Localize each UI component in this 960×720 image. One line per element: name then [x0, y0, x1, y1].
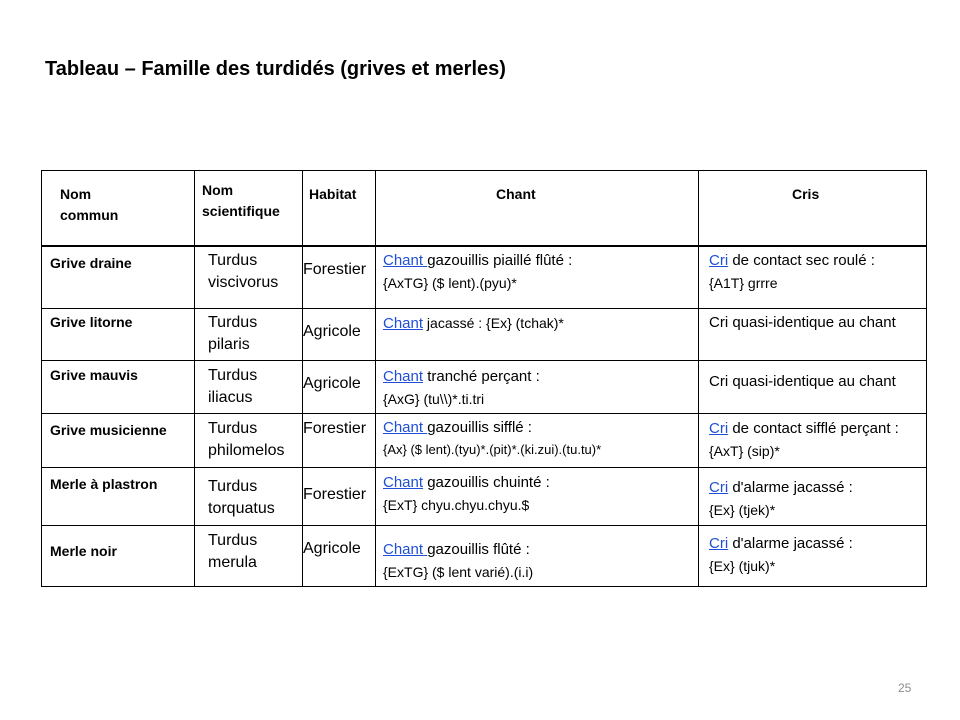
nom-scientifique-cell: Turdus viscivorus	[208, 252, 279, 291]
chant-link[interactable]: Chant	[383, 368, 424, 385]
header-nom-commun: Nom commun	[60, 186, 119, 223]
habitat-cell: Forestier	[303, 420, 367, 437]
row-divider	[42, 467, 926, 468]
cri-cell: Cri quasi-identique au chant	[709, 314, 896, 331]
cri-link[interactable]: Cri	[709, 535, 729, 552]
nom-commun-cell: Grive musicienne	[50, 422, 167, 438]
chant-cell: Chant gazouillis sifflé : {Ax} ($ lent).(tyu)*.(pit)*.(ki.zui).(tu.tu)*	[383, 419, 602, 457]
cri-cell: Cri de contact sec roulé : {A1T} grrre	[709, 252, 875, 291]
header-divider	[42, 245, 926, 247]
nom-scientifique-cell: Turdus merula	[208, 532, 258, 571]
cri-link[interactable]: Cri	[709, 252, 729, 269]
nom-commun-cell: Grive litorne	[50, 314, 133, 330]
habitat-cell: Forestier	[303, 486, 367, 503]
nom-scientifique-cell: Turdus philomelos	[208, 420, 285, 459]
habitat-cell: Agricole	[303, 375, 361, 392]
cri-cell: Cri quasi-identique au chant	[709, 373, 896, 390]
nom-commun-cell: Grive draine	[50, 255, 132, 271]
page-title: Tableau – Famille des turdidés (grives et merles)	[45, 58, 506, 80]
nom-scientifique-cell: Turdus pilaris	[208, 314, 258, 353]
nom-commun-cell: Grive mauvis	[50, 367, 138, 383]
nom-scientifique-cell: Turdus torquatus	[208, 478, 275, 517]
cri-cell: Cri d'alarme jacassé : {Ex} (tjuk)*	[709, 535, 853, 574]
column-divider	[194, 171, 195, 586]
chant-cell: Chant tranché perçant : {AxG} (tu\\)*.ti.tri	[383, 368, 540, 407]
row-divider	[42, 308, 926, 309]
row-divider	[42, 413, 926, 414]
chant-link[interactable]: Chant	[383, 474, 424, 491]
chant-cell: Chant gazouillis flûté : {ExTG} ($ lent varié).(i.i)	[383, 541, 534, 580]
cri-cell: Cri de contact sifflé perçant : {AxT} (sip)*	[709, 420, 899, 459]
header-cris: Cris	[792, 186, 820, 202]
chant-cell: Chant jacassé : {Ex} (tchak)*	[383, 315, 564, 332]
column-divider	[375, 171, 376, 586]
row-divider	[42, 525, 926, 526]
habitat-cell: Agricole	[303, 540, 361, 557]
nom-commun-cell: Merle noir	[50, 543, 117, 559]
chant-cell: Chant gazouillis chuinté : {ExT} chyu.chyu.chyu.$	[383, 474, 550, 513]
header-nom-scientifique: Nom scientifique	[202, 182, 280, 219]
turdidae-table	[41, 170, 927, 587]
cri-cell: Cri d'alarme jacassé : {Ex} (tjek)*	[709, 479, 853, 518]
nom-scientifique-cell: Turdus iliacus	[208, 367, 258, 406]
chant-link[interactable]: Chant	[383, 252, 428, 269]
header-habitat: Habitat	[309, 186, 357, 202]
chant-link[interactable]: Chant	[383, 419, 428, 436]
header-chant: Chant	[496, 186, 536, 202]
cri-link[interactable]: Cri	[709, 420, 729, 437]
column-divider	[698, 171, 699, 586]
nom-commun-cell: Merle à plastron	[50, 476, 158, 492]
row-divider	[42, 360, 926, 361]
habitat-cell: Forestier	[303, 261, 367, 278]
page-number: 25	[898, 681, 912, 695]
chant-link[interactable]: Chant	[383, 315, 424, 332]
chant-cell: Chant gazouillis piaillé flûté : {AxTG} ($ lent).(pyu)*	[383, 252, 573, 291]
cri-link[interactable]: Cri	[709, 479, 729, 496]
habitat-cell: Agricole	[303, 323, 361, 340]
chant-link[interactable]: Chant	[383, 541, 428, 558]
